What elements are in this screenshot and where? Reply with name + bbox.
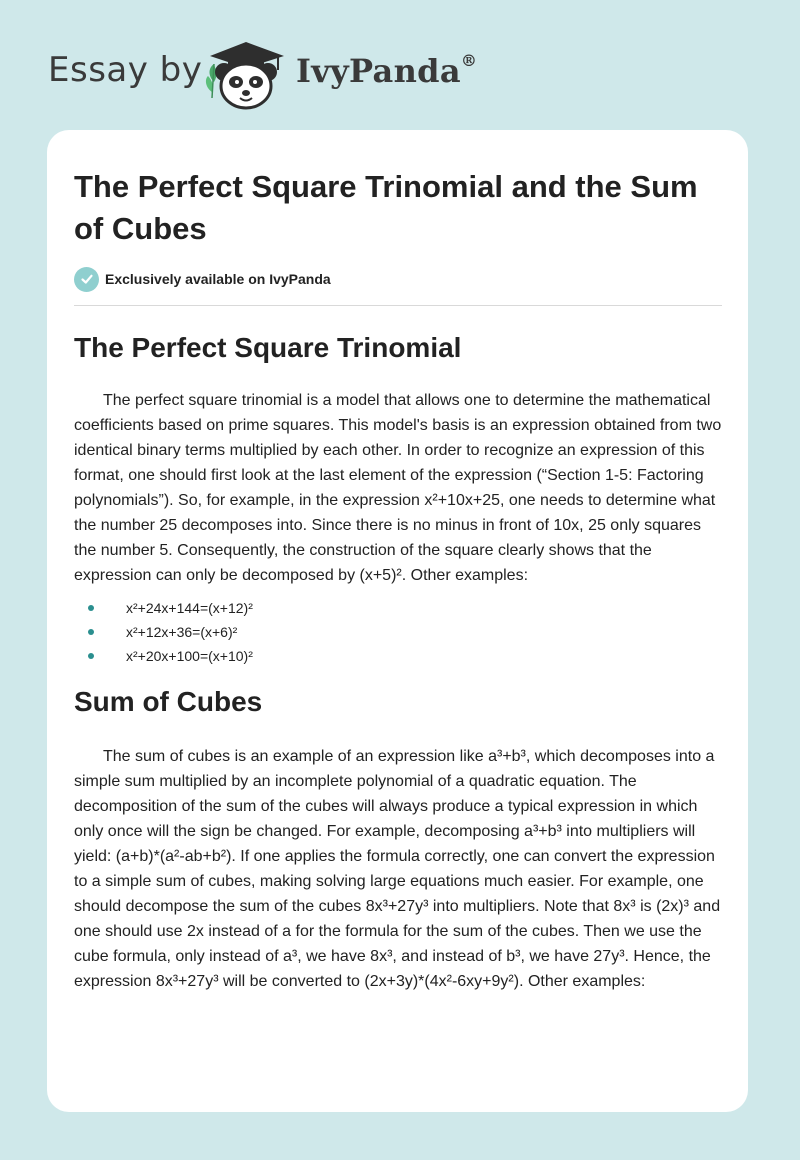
section-heading-perfect-square: The Perfect Square Trinomial	[74, 332, 462, 363]
examples-list	[74, 596, 722, 668]
bullet-icon	[88, 605, 94, 611]
section-paragraph-perfect-square: The perfect square trinomial is a model that allows one to determine the mathematical coefficients based on prime squares. This model's basis is an expression obtained from two identical binary terms multiplied by each other. In order to recognize an expression of this format, one should first look at the last element of the expression (“Section 1-5: Factoring polynomials”). So, for example, in the expression x²+10x+25, one needs to determine what the number 25 decomposes into. Since there is no minus in front of 10x, 25 only squares the number 5. Consequently, the construction of the square clearly shows that the expression can only be decomposed by (x+5)². Other examples:	[74, 392, 722, 584]
check-icon	[74, 267, 99, 292]
essay-by-label: Essay by	[48, 50, 203, 90]
bullet-icon	[88, 629, 94, 635]
list-item: x²+12x+36=(x+6)²	[74, 620, 722, 644]
site-header	[0, 0, 800, 120]
essay-card	[47, 130, 748, 1112]
section-paragraph-sum-of-cubes: The sum of cubes is an example of an expression like a³+b³, which decomposes into a simple sum multiplied by an incomplete polynomial of a quadratic equation. The decomposition of the sum of the cubes will always produce a typical expression in which only once will the sign be changed. For example, decomposing a³+b³ into multipliers will yield: (a+b)*(a²-ab+b²). If one applies the formula correctly, one can convert the expression to a simple sum of cubes, making solving large equations much easier. For example, one should decompose the sum of the cubes 8x³+27y³ into multipliers. Note that 8x³ is (2x)³ and one should use 2x instead of a for the formula for the sum of the cubes. Then we use the cube formula, only instead of a³, we have 8x³, and instead of b³, we have 27y³. Hence, the expression 8x³+27y³ will be converted to (2x+3y)*(4x²-6xy+9y²). Other examples:	[74, 748, 721, 990]
essay-title: The Perfect Square Trinomial and the Sum of Cubes	[74, 169, 698, 246]
section-heading-sum-of-cubes: Sum of Cubes	[74, 686, 263, 717]
list-item: x²+20x+100=(x+10)²	[74, 644, 722, 668]
list-item: x²+24x+144=(x+12)²	[74, 596, 722, 620]
badge-text: Exclusively available on IvyPanda	[105, 271, 331, 287]
bullet-icon	[88, 653, 94, 659]
panda-graduate-icon	[198, 36, 290, 110]
exclusive-badge	[74, 266, 722, 292]
divider	[74, 305, 722, 306]
brand-name[interactable]: IvyPanda®	[296, 51, 478, 90]
